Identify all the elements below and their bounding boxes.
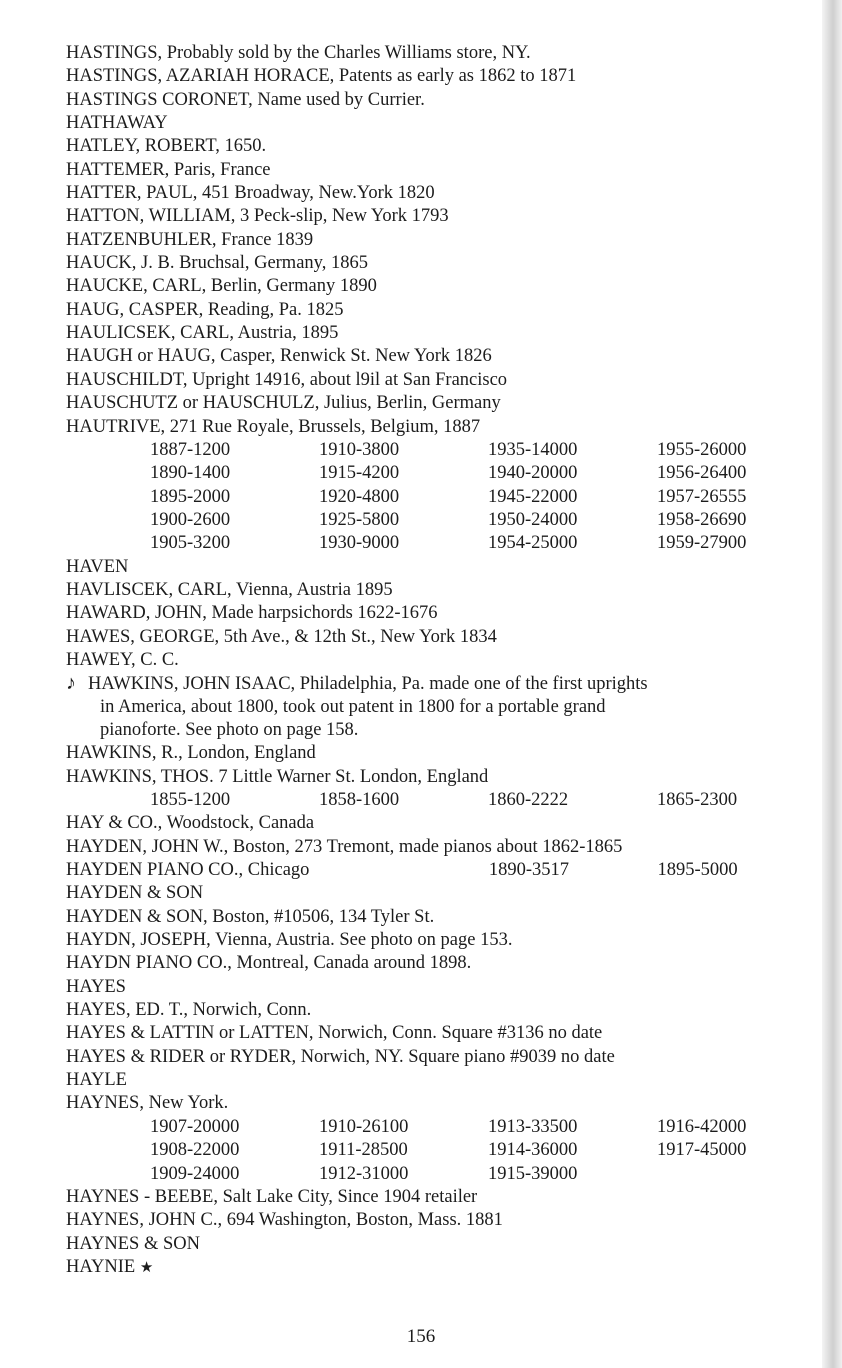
entry: HAYLE — [66, 1070, 127, 1091]
entry: HAWKINS, R., London, England — [66, 743, 316, 764]
entry: HAYDEN & SON — [66, 883, 204, 904]
entry: HAYNES, JOHN C., 694 Washington, Boston, Mass. 1881 — [66, 1210, 503, 1231]
hawkins-thos-serial-table — [66, 789, 826, 812]
entry-line: pianoforte. See photo on page 158. — [100, 719, 359, 740]
entry-line: in America, about 1800, took out patent in 1800 for a portable grand — [100, 696, 606, 717]
table-cell: 1914-36000 — [488, 1140, 578, 1161]
table-cell: 1915-4200 — [319, 463, 400, 484]
table-row — [150, 789, 826, 812]
table-cell: 1950-24000 — [488, 509, 578, 530]
entry: HASTINGS, Probably sold by the Charles Williams store, NY. — [66, 43, 531, 63]
entry: HASTINGS, AZARIAH HORACE, Patents as early as 1862 to 1871 — [66, 66, 577, 87]
entry-text: HAYDEN PIANO CO., Chicago — [66, 860, 310, 881]
entry: HAY & CO., Woodstock, Canada — [66, 813, 315, 834]
entry: HAUCKE, CARL, Berlin, Germany 1890 — [66, 276, 377, 297]
table-cell: 1895-2000 — [150, 486, 231, 507]
entry: HAUSCHUTZ or HAUSCHULZ, Julius, Berlin, Germany — [66, 393, 501, 414]
hawkins-john-isaac-entry — [66, 672, 826, 742]
table-cell — [657, 1163, 826, 1186]
table-row — [150, 1163, 826, 1186]
table-cell: 1954-25000 — [488, 533, 578, 554]
table-row — [150, 486, 826, 509]
table-cell: 1955-26000 — [657, 439, 747, 460]
entry: HAWEY, C. C. — [66, 649, 179, 670]
entry: HAYES, ED. T., Norwich, Conn. — [66, 1000, 312, 1021]
entry: HAYDEN & SON, Boston, #10506, 134 Tyler St. — [66, 906, 435, 927]
table-cell: 1860-2222 — [488, 790, 569, 810]
table-cell: 1957-26555 — [657, 486, 747, 507]
table-cell: 1915-39000 — [488, 1163, 578, 1184]
table-row — [150, 509, 826, 532]
table-cell: 1945-22000 — [488, 486, 578, 507]
entry: HAUCK, J. B. Bruchsal, Germany, 1865 — [66, 253, 368, 274]
table-cell: 1917-45000 — [657, 1140, 747, 1161]
table-cell: 1907-20000 — [150, 1116, 240, 1137]
entry: HAVLISCEK, CARL, Vienna, Austria 1895 — [66, 579, 393, 600]
entry: HATZENBUHLER, France 1839 — [66, 229, 314, 250]
table-cell: 1855-1200 — [150, 790, 231, 810]
page-number: 156 — [406, 1326, 436, 1347]
table-cell: 1887-1200 — [150, 439, 231, 460]
entry: HAULICSEK, CARL, Austria, 1895 — [66, 323, 339, 344]
entry: HATTER, PAUL, 451 Broadway, New.York 1820 — [66, 183, 435, 204]
table-cell: 1910-3800 — [319, 439, 400, 460]
entry-text: HAYNIE — [66, 1256, 136, 1277]
entry: HAUSCHILDT, Upright 14916, about l9il at San Francisco — [66, 369, 508, 390]
entry-text: HAWKINS, JOHN ISAAC, Philadelphia, Pa. made one of the first uprights — [88, 674, 648, 695]
table-row — [150, 1139, 826, 1162]
entry: HAWKINS, THOS. 7 Little Warner St. London, England — [66, 766, 489, 787]
entry: HAYES — [66, 976, 126, 997]
table-cell: 1858-1600 — [319, 790, 400, 810]
entry: HATTEMER, Paris, France — [66, 159, 271, 180]
hautrive-serial-table — [66, 439, 826, 556]
entry: HAUG, CASPER, Reading, Pa. 1825 — [66, 299, 344, 320]
table-cell: 1959-27900 — [657, 533, 747, 554]
entry: HAYDEN, JOHN W., Boston, 273 Tremont, made pianos about 1862-1865 — [66, 836, 623, 857]
music-note-icon: ♪ — [66, 672, 76, 695]
table-row — [150, 439, 826, 462]
table-cell: 1865-2300 — [657, 790, 738, 810]
haynie-entry — [66, 1256, 826, 1279]
table-cell: 1911-28500 — [319, 1140, 408, 1161]
table-cell: 1913-33500 — [488, 1116, 578, 1137]
entry: HASTINGS CORONET, Name used by Currier. — [66, 89, 425, 110]
table-cell: 1890-1400 — [150, 463, 231, 484]
entry: HAYDN, JOSEPH, Vienna, Austria. See photo on page 153. — [66, 930, 513, 951]
table-cell: 1930-9000 — [319, 533, 400, 554]
table-cell: 1900-2600 — [150, 509, 231, 530]
haynes-serial-table — [66, 1116, 826, 1186]
entry: HAWES, GEORGE, 5th Ave., & 12th St., New York 1834 — [66, 626, 497, 647]
table-cell: 1890-3517 — [488, 860, 570, 881]
table-cell: 1910-26100 — [319, 1116, 409, 1137]
directory-entries — [66, 42, 826, 1279]
hayden-piano-entry — [66, 859, 826, 882]
table-cell: 1958-26690 — [657, 509, 747, 530]
entry: HAYDN PIANO CO., Montreal, Canada around 1898. — [66, 953, 472, 974]
entry: HAUGH or HAUG, Casper, Renwick St. New York 1826 — [66, 346, 492, 367]
table-row — [150, 1116, 826, 1139]
table-cell: 1920-4800 — [319, 486, 400, 507]
table-cell: 1925-5800 — [319, 509, 400, 530]
table-cell: 1916-42000 — [657, 1116, 747, 1137]
entry: HAYNES - BEEBE, Salt Lake City, Since 1904 retailer — [66, 1186, 478, 1207]
entry: HAVEN — [66, 556, 129, 577]
entry: HATLEY, ROBERT, 1650. — [66, 136, 267, 157]
table-cell: 1940-20000 — [488, 463, 578, 484]
table-cell: 1935-14000 — [488, 439, 578, 460]
table-cell: 1956-26400 — [657, 463, 747, 484]
entry: HAWARD, JOHN, Made harpsichords 1622-1676 — [66, 603, 438, 624]
entry: HAYES & LATTIN or LATTEN, Norwich, Conn. Square #3136 no date — [66, 1023, 603, 1044]
table-cell: 1908-22000 — [150, 1140, 240, 1161]
entry: HAYES & RIDER or RYDER, Norwich, NY. Square piano #9039 no date — [66, 1046, 615, 1067]
table-cell: 1895-5000 — [657, 860, 738, 881]
table-cell: 1905-3200 — [150, 533, 231, 554]
table-cell: 1912-31000 — [319, 1163, 409, 1184]
entry: HAYNES & SON — [66, 1233, 200, 1254]
entry: HAYNES, New York. — [66, 1093, 229, 1114]
entry: HATHAWAY — [66, 113, 168, 134]
table-cell: 1909-24000 — [150, 1163, 240, 1184]
table-row — [150, 532, 826, 555]
entry-line — [66, 672, 826, 695]
entry: HAUTRIVE, 271 Rue Royale, Brussels, Belgium, 1887 — [66, 416, 481, 437]
star-icon: ★ — [139, 1259, 154, 1276]
table-row — [150, 462, 826, 485]
entry: HATTON, WILLIAM, 3 Peck-slip, New York 1793 — [66, 206, 449, 227]
